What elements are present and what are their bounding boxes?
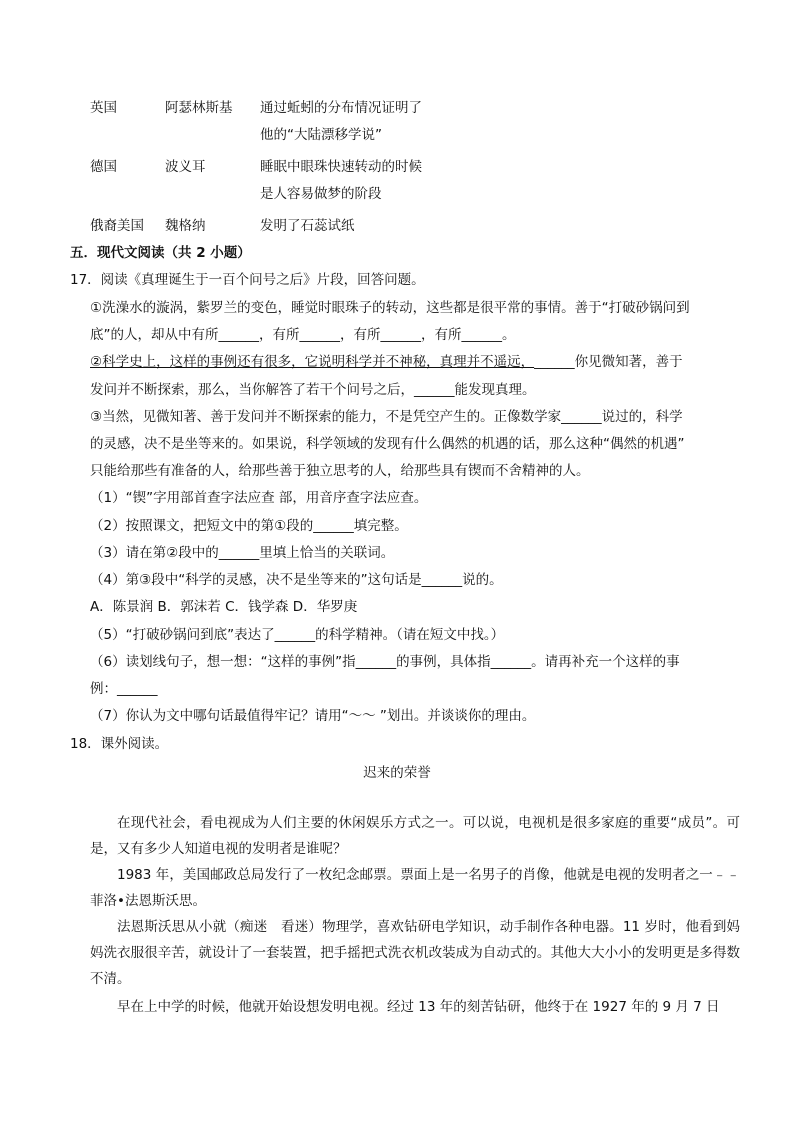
- table-cell-desc: 他的“大陆漂移学说”: [260, 127, 382, 143]
- answer-choices: A．陈景润 B．郭沫若 C．钱学森 D．华罗庚: [90, 599, 358, 615]
- story-paragraph: 法恩斯沃思从小就（痴迷 看迷）物理学，喜欢钻研电学知识，动手制作各种电器。11 岁时，他看到妈妈洗衣服很辛苦，就设计了一套装置，把手摇把式洗衣机改装成为自动式的。其他大大小小的发明更是多得数不清。: [90, 919, 740, 987]
- passage-line: [90, 352, 683, 372]
- question-18-title: 18．课外阅读。: [70, 736, 169, 752]
- story-title: 迟来的荣誉: [363, 765, 431, 781]
- story-paragraph: 早在上中学的时候，他就开始设想发明电视。经过 13 年的刻苦钻研，他终于在 1927 年的 9 月 7 日: [117, 999, 720, 1015]
- table-cell-country: 英国: [90, 100, 117, 116]
- table-cell-desc: 通过蚯蚓的分布情况证明了: [260, 100, 422, 116]
- sub-question-4: （4）第③段中“科学的灵感，决不是坐等来的”这句话是______说的。: [90, 572, 503, 588]
- passage-line: 底”的人，却从中有所______，有所______，有所______，有所______。: [90, 327, 516, 343]
- table-cell-desc: 是人容易做梦的阶段: [260, 186, 382, 202]
- passage-line: ①洗澡水的漩涡，紫罗兰的变色，睡觉时眼珠子的转动，这些都是很平常的事情。善于“打破砂锅问到: [90, 300, 690, 316]
- table-cell-desc: 发明了石蕊试纸: [260, 218, 355, 234]
- story-paragraph: 在现代社会，看电视成为人们主要的休闲娱乐方式之一。可以说，电视机是很多家庭的重要“成员”。可是，又有多少人知道电视的发明者是谁呢？: [90, 815, 740, 857]
- table-cell-desc: 睡眠中眼珠快速转动的时候: [260, 159, 422, 175]
- passage-text: ______你见微知著，善于: [534, 354, 683, 370]
- passage-line: 发问并不断探索，那么，当你解答了若干个问号之后，______能发现真理。: [90, 382, 536, 398]
- table-cell-country: 俄裔美国: [90, 218, 144, 234]
- table-cell-person: 魏格纳: [165, 218, 206, 234]
- table-cell-person: 阿瑟林斯基: [165, 100, 233, 116]
- section-heading: 五．现代文阅读（共 2 小题）: [70, 245, 251, 261]
- sub-question-1: （1）“锲”字用部首查字法应查 部，用音序查字法应查。: [90, 490, 428, 506]
- table-cell-country: 德国: [90, 159, 117, 175]
- passage-line: 的灵感，决不是坐等来的。如果说，科学领域的发现有什么偶然的机遇的话，那么这种“偶然的机遇”: [90, 436, 685, 452]
- underlined-sentence: ②科学史上，这样的事例还有很多，它说明科学并不神秘，真理并不遥远，: [90, 354, 535, 370]
- sub-question-6: （6）读划线句子，想一想：“这样的事例”指______的事例，具体指______。请再补充一个这样的事: [90, 654, 680, 670]
- sub-question-5: （5）“打破砂锅问到底”表达了______的科学精神。（请在短文中找。）: [90, 627, 505, 643]
- question-17-title: 17．阅读《真理诞生于一百个问号之后》片段，回答问题。: [70, 272, 425, 288]
- sub-question-7: （7）你认为文中哪句话最值得牢记？请用“～～ ”划出。并谈谈你的理由。: [90, 708, 536, 724]
- passage-line: 只能给那些有准备的人，给那些善于独立思考的人，给那些具有锲而不舍精神的人。: [90, 463, 590, 479]
- sub-question-2: （2）按照课文，把短文中的第①段的______填完整。: [90, 518, 408, 534]
- story-paragraph: 1983 年，美国邮政总局发行了一枚纪念邮票。票面上是一名男子的肖像，他就是电视的发明者之一﹣﹣菲洛•法恩斯沃思。: [90, 867, 740, 909]
- sub-question-3: （3）请在第②段中的______里填上恰当的关联词。: [90, 545, 395, 561]
- passage-line: ③当然，见微知著、善于发问并不断探索的能力，不是凭空产生的。正像数学家______说过的，科学: [90, 409, 683, 425]
- table-cell-person: 波义耳: [165, 159, 206, 175]
- sub-question-6-cont: 例：______: [90, 681, 158, 697]
